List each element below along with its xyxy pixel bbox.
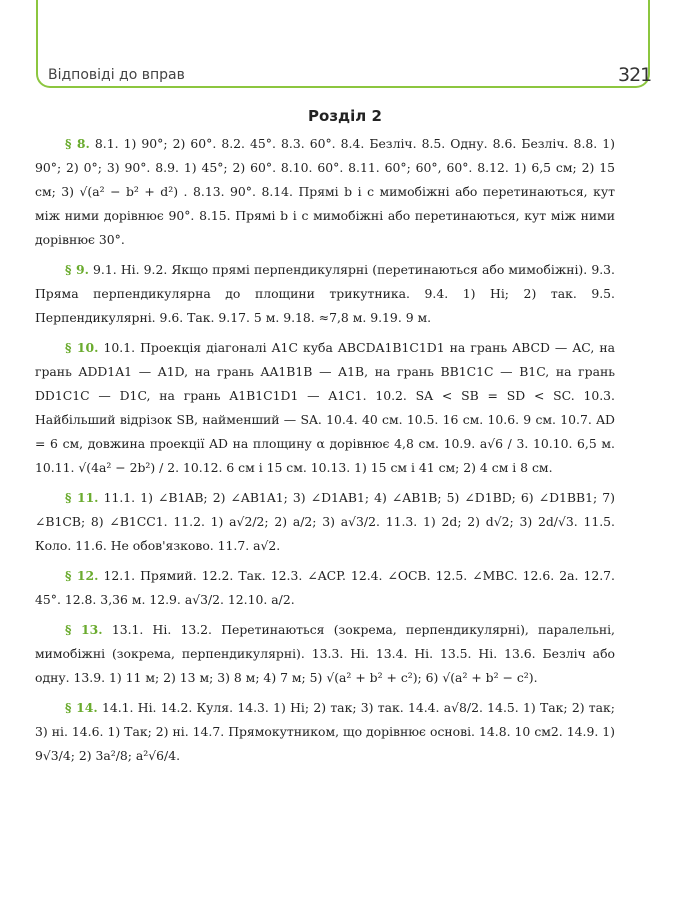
running-header: Відповіді до вправ [48,67,185,83]
section-number: § 11. [65,490,99,505]
chapter-title: Розділ 2 [308,107,382,125]
answer-text: 10.1. Проекція діагоналі A1C куба ABCDA1B1C1D1 на грань ABCD — AC, на грань ADD1A1 — A1D, на грань AA1B1B — A1B, на грань BB1C1C — B1C, на грань DD1C1C — D1C, на грань A1B1C1D1 — A1C1. 10.2. SA < SB = SD < SC. 10.3. Найбільший відрізок SB, найменший — SA. 10.4. 40 см. 10.5. 16 см. 10.6. 9 см. 10.7. AD = 6 см, довжина проекції AD на площину α дорівнює 4,8 см. 10.9. a√6 / 3. 10.10. 6,5 м. 10.11. √(4a² − 2b²) / 2. 10.12. 6 см і 15 см. 10.13. 1) 15 см і 41 см; 2) 4 см і 8 см. [35,340,615,475]
answer-text: 14.1. Ні. 14.2. Куля. 14.3. 1) Ні; 2) так; 3) так. 14.4. a√8/2. 14.5. 1) Так; 2) так; 3) ні. 14.6. 1) Так; 2) ні. 14.7. Прямокутником, що дорівнює основі. 14.8. 10 см2. 14.9. 1) 9√3/4; 2) 3a²/8; a²√6/4. [35,700,615,763]
answer-text: 13.1. Ні. 13.2. Перетинаються (зокрема, перпендикулярні), паралельні, мимобіжні (зокрема, перпендикулярні). 13.3. Ні. 13.4. Ні. 13.5. Ні. 13.6. Безліч або одну. 13.9. 1) 11 м; 2) 13 м; 3) 8 м; 4) 7 м; 5) √(a² + b² + c²); 6) √(a² + b² − c²). [35,622,615,685]
answer-paragraph [35,132,615,252]
answer-text: 8.1. 1) 90°; 2) 60°. 8.2. 45°. 8.3. 60°. 8.4. Безліч. 8.5. Одну. 8.6. Безліч. 8.8. 1) 90°; 2) 0°; 3) 90°. 8.9. 1) 45°; 2) 60°. 8.10. 60°. 8.11. 60°; 60°, 60°. 8.12. 1) 6,5 см; 2) 15 см; 3) √(a² − b² + d²) . 8.13. 90°. 8.14. Прямі b і c мимобіжні або перетинаються, кут між ними дорівнює 90°. 8.15. Прямі b і c мимобіжні або перетинаються, кут між ними дорівнює 30°. [35,136,615,247]
section-number: § 9. [65,262,89,277]
section-number: § 13. [65,622,103,637]
section-number: § 8. [65,136,90,151]
answer-paragraph [35,486,615,558]
section-number: § 10. [65,340,99,355]
answer-paragraph [35,618,615,690]
answers-body [35,132,615,774]
answer-text: 9.1. Ні. 9.2. Якщо прямі перпендикулярні (перетинаються або мимобіжні). 9.3. Пряма перпендикулярна до площини трикутника. 9.4. 1) Ні; 2) так. 9.5. Перпендикулярні. 9.6. Так. 9.17. 5 м. 9.18. ≈7,8 м. 9.19. 9 м. [35,262,615,325]
answer-paragraph [35,564,615,612]
section-number: § 14. [65,700,98,715]
answer-paragraph [35,696,615,768]
page-number: 321 [618,64,652,86]
answer-text: 12.1. Прямий. 12.2. Так. 12.3. ∠ACP. 12.4. ∠OCB. 12.5. ∠MBC. 12.6. 2a. 12.7. 45°. 12.8. 3,36 м. 12.9. a√3/2. 12.10. a/2. [35,568,615,607]
answer-text: 11.1. 1) ∠B1AB; 2) ∠AB1A1; 3) ∠D1AB1; 4) ∠AB1B; 5) ∠D1BD; 6) ∠D1BB1; 7) ∠B1CB; 8) ∠B1CC1. 11.2. 1) a√2/2; 2) a/2; 3) a√3/2. 11.3. 1) 2d; 2) d√2; 3) 2d/√3. 11.5. Коло. 11.6. Не обов'язково. 11.7. a√2. [35,490,615,553]
section-number: § 12. [65,568,99,583]
answer-paragraph [35,336,615,480]
answer-paragraph [35,258,615,330]
